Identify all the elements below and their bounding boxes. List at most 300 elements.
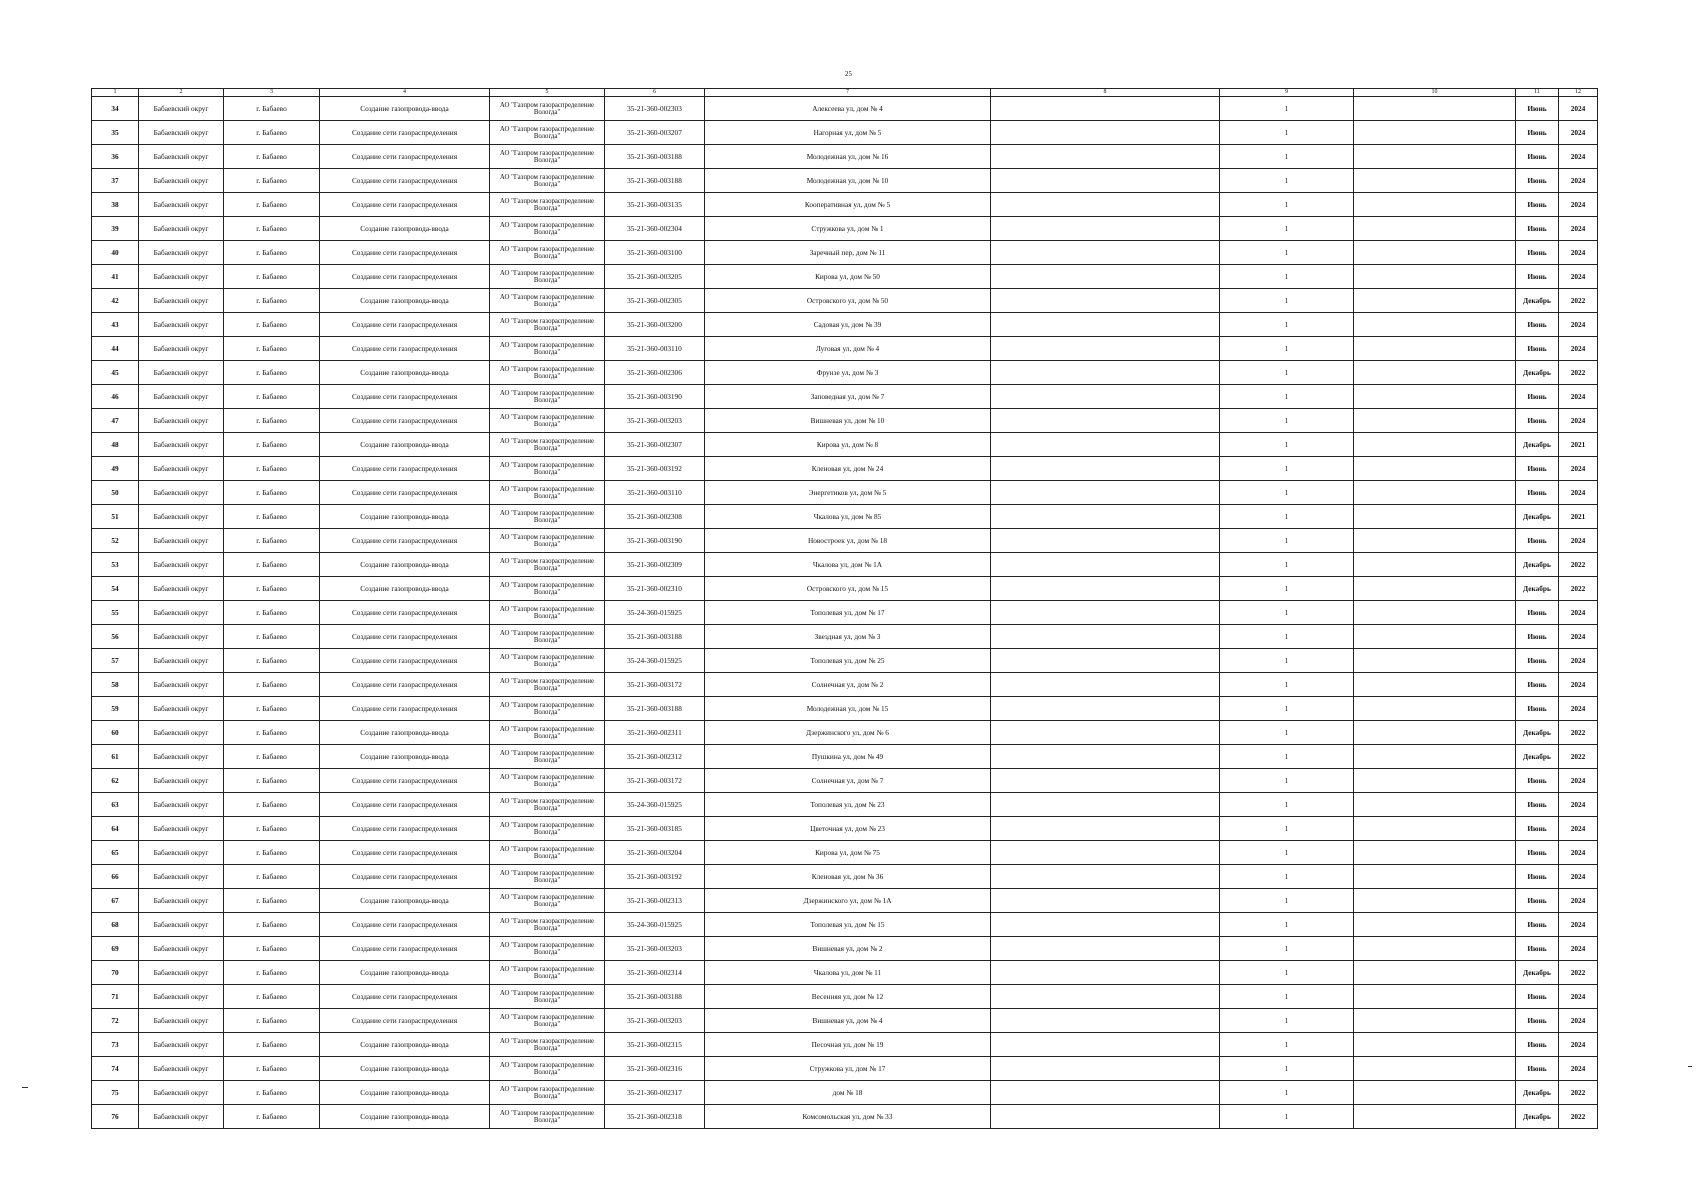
empty-cell [991, 1009, 1220, 1033]
column-header: 8 [991, 89, 1220, 97]
year-cell: 2024 [1559, 1009, 1598, 1033]
table-row [92, 193, 1598, 217]
table-row [92, 289, 1598, 313]
organization-cell: АО "Газпром газораспределение Вологда" [490, 169, 605, 193]
organization-cell: АО "Газпром газораспределение Вологда" [490, 1081, 605, 1105]
work-type-cell: Создание сети газораспределения [320, 1009, 490, 1033]
organization-cell: АО "Газпром газораспределение Вологда" [490, 193, 605, 217]
row-number-cell: 62 [92, 769, 139, 793]
network-id-cell: 35-21-360-002310 [605, 577, 705, 601]
empty-cell [991, 481, 1220, 505]
address-cell: Нагорная ул, дом № 5 [705, 121, 991, 145]
empty-cell [1354, 289, 1516, 313]
quantity-cell: 1 [1220, 481, 1354, 505]
address-cell: Чкалова ул, дом № 1А [705, 553, 991, 577]
work-type-cell: Создание сети газораспределения [320, 337, 490, 361]
table-row [92, 841, 1598, 865]
empty-cell [991, 313, 1220, 337]
empty-cell [1354, 97, 1516, 121]
organization-cell: АО "Газпром газораспределение Вологда" [490, 97, 605, 121]
network-id-cell: 35-21-360-002312 [605, 745, 705, 769]
table-row [92, 577, 1598, 601]
district-cell: Бабаевский округ [139, 265, 224, 289]
network-id-cell: 35-21-360-003207 [605, 121, 705, 145]
column-header: 6 [605, 89, 705, 97]
month-cell: Июнь [1516, 649, 1559, 673]
empty-cell [1354, 745, 1516, 769]
empty-cell [1354, 481, 1516, 505]
address-cell: Чкалова ул, дом № 11 [705, 961, 991, 985]
empty-cell [1354, 1105, 1516, 1129]
quantity-cell: 1 [1220, 337, 1354, 361]
table-row [92, 697, 1598, 721]
settlement-cell: г. Бабаево [224, 553, 320, 577]
empty-cell [1354, 1057, 1516, 1081]
work-type-cell: Создание газопровода-ввода [320, 889, 490, 913]
work-type-cell: Создание сети газораспределения [320, 145, 490, 169]
year-cell: 2024 [1559, 673, 1598, 697]
table-row [92, 769, 1598, 793]
organization-cell: АО "Газпром газораспределение Вологда" [490, 625, 605, 649]
year-cell: 2024 [1559, 97, 1598, 121]
settlement-cell: г. Бабаево [224, 121, 320, 145]
quantity-cell: 1 [1220, 793, 1354, 817]
year-cell: 2024 [1559, 865, 1598, 889]
empty-cell [991, 145, 1220, 169]
address-cell: Комсомольская ул, дом № 33 [705, 1105, 991, 1129]
organization-cell: АО "Газпром газораспределение Вологда" [490, 889, 605, 913]
year-cell: 2024 [1559, 889, 1598, 913]
empty-cell [991, 625, 1220, 649]
network-id-cell: 35-21-360-003135 [605, 193, 705, 217]
work-type-cell: Создание сети газораспределения [320, 913, 490, 937]
empty-cell [991, 193, 1220, 217]
settlement-cell: г. Бабаево [224, 937, 320, 961]
address-cell: Солнечная ул, дом № 2 [705, 673, 991, 697]
month-cell: Июнь [1516, 265, 1559, 289]
address-cell: Фрунзе ул, дом № 3 [705, 361, 991, 385]
quantity-cell: 1 [1220, 1057, 1354, 1081]
network-id-cell: 35-21-360-003188 [605, 697, 705, 721]
table-row [92, 505, 1598, 529]
work-type-cell: Создание сети газораспределения [320, 937, 490, 961]
month-cell: Декабрь [1516, 745, 1559, 769]
empty-cell [991, 889, 1220, 913]
year-cell: 2022 [1559, 361, 1598, 385]
empty-cell [1354, 553, 1516, 577]
work-type-cell: Создание газопровода-ввода [320, 745, 490, 769]
quantity-cell: 1 [1220, 433, 1354, 457]
settlement-cell: г. Бабаево [224, 1057, 320, 1081]
empty-cell [1354, 169, 1516, 193]
settlement-cell: г. Бабаево [224, 817, 320, 841]
empty-cell [1354, 361, 1516, 385]
table-row [92, 601, 1598, 625]
quantity-cell: 1 [1220, 361, 1354, 385]
network-id-cell: 35-21-360-002313 [605, 889, 705, 913]
quantity-cell: 1 [1220, 193, 1354, 217]
work-type-cell: Создание сети газораспределения [320, 313, 490, 337]
table-row [92, 1105, 1598, 1129]
district-cell: Бабаевский округ [139, 673, 224, 697]
settlement-cell: г. Бабаево [224, 265, 320, 289]
district-cell: Бабаевский округ [139, 145, 224, 169]
network-id-cell: 35-21-360-003100 [605, 241, 705, 265]
network-id-cell: 35-21-360-003188 [605, 145, 705, 169]
year-cell: 2021 [1559, 433, 1598, 457]
work-type-cell: Создание сети газораспределения [320, 601, 490, 625]
empty-cell [1354, 433, 1516, 457]
organization-cell: АО "Газпром газораспределение Вологда" [490, 433, 605, 457]
settlement-cell: г. Бабаево [224, 481, 320, 505]
organization-cell: АО "Газпром газораспределение Вологда" [490, 1057, 605, 1081]
column-header: 5 [490, 89, 605, 97]
column-header: 3 [224, 89, 320, 97]
organization-cell: АО "Газпром газораспределение Вологда" [490, 337, 605, 361]
network-id-cell: 35-21-360-003188 [605, 169, 705, 193]
year-cell: 2024 [1559, 121, 1598, 145]
address-cell: Тополевая ул, дом № 25 [705, 649, 991, 673]
table-row [92, 889, 1598, 913]
table-row [92, 409, 1598, 433]
work-type-cell: Создание сети газораспределения [320, 697, 490, 721]
year-cell: 2021 [1559, 505, 1598, 529]
work-type-cell: Создание сети газораспределения [320, 457, 490, 481]
table-row [92, 385, 1598, 409]
settlement-cell: г. Бабаево [224, 409, 320, 433]
settlement-cell: г. Бабаево [224, 745, 320, 769]
quantity-cell: 1 [1220, 961, 1354, 985]
month-cell: Июнь [1516, 769, 1559, 793]
work-type-cell: Создание сети газораспределения [320, 409, 490, 433]
quantity-cell: 1 [1220, 865, 1354, 889]
address-cell: Молодежная ул, дом № 10 [705, 169, 991, 193]
organization-cell: АО "Газпром газораспределение Вологда" [490, 1033, 605, 1057]
empty-cell [1354, 817, 1516, 841]
settlement-cell: г. Бабаево [224, 1081, 320, 1105]
settlement-cell: г. Бабаево [224, 793, 320, 817]
row-number-cell: 60 [92, 721, 139, 745]
address-cell: Кирова ул, дом № 50 [705, 265, 991, 289]
settlement-cell: г. Бабаево [224, 1009, 320, 1033]
month-cell: Декабрь [1516, 361, 1559, 385]
address-cell: Садовая ул, дом № 39 [705, 313, 991, 337]
quantity-cell: 1 [1220, 265, 1354, 289]
district-cell: Бабаевский округ [139, 433, 224, 457]
row-number-cell: 47 [92, 409, 139, 433]
address-cell: дом № 18 [705, 1081, 991, 1105]
address-cell: Заповедная ул, дом № 7 [705, 385, 991, 409]
month-cell: Декабрь [1516, 1081, 1559, 1105]
row-number-cell: 52 [92, 529, 139, 553]
organization-cell: АО "Газпром газораспределение Вологда" [490, 697, 605, 721]
empty-cell [991, 1081, 1220, 1105]
network-id-cell: 35-21-360-002315 [605, 1033, 705, 1057]
work-type-cell: Создание сети газораспределения [320, 625, 490, 649]
year-cell: 2024 [1559, 601, 1598, 625]
empty-cell [991, 529, 1220, 553]
network-id-cell: 35-21-360-003188 [605, 985, 705, 1009]
quantity-cell: 1 [1220, 697, 1354, 721]
table-row [92, 1033, 1598, 1057]
table-row [92, 649, 1598, 673]
month-cell: Июнь [1516, 97, 1559, 121]
organization-cell: АО "Газпром газораспределение Вологда" [490, 769, 605, 793]
district-cell: Бабаевский округ [139, 241, 224, 265]
quantity-cell: 1 [1220, 673, 1354, 697]
table-row [92, 961, 1598, 985]
table-row [92, 97, 1598, 121]
settlement-cell: г. Бабаево [224, 457, 320, 481]
empty-cell [1354, 673, 1516, 697]
empty-cell [991, 913, 1220, 937]
table-row [92, 121, 1598, 145]
quantity-cell: 1 [1220, 505, 1354, 529]
row-number-cell: 43 [92, 313, 139, 337]
row-number-cell: 42 [92, 289, 139, 313]
work-type-cell: Создание газопровода-ввода [320, 433, 490, 457]
empty-cell [1354, 265, 1516, 289]
month-cell: Июнь [1516, 817, 1559, 841]
year-cell: 2024 [1559, 913, 1598, 937]
network-id-cell: 35-21-360-002307 [605, 433, 705, 457]
year-cell: 2024 [1559, 145, 1598, 169]
district-cell: Бабаевский округ [139, 385, 224, 409]
month-cell: Июнь [1516, 193, 1559, 217]
empty-cell [991, 841, 1220, 865]
organization-cell: АО "Газпром газораспределение Вологда" [490, 529, 605, 553]
empty-cell [1354, 793, 1516, 817]
network-id-cell: 35-21-360-003110 [605, 481, 705, 505]
organization-cell: АО "Газпром газораспределение Вологда" [490, 601, 605, 625]
district-cell: Бабаевский округ [139, 121, 224, 145]
table-row [92, 337, 1598, 361]
month-cell: Июнь [1516, 241, 1559, 265]
work-type-cell: Создание газопровода-ввода [320, 289, 490, 313]
table-row [92, 1009, 1598, 1033]
settlement-cell: г. Бабаево [224, 529, 320, 553]
network-id-cell: 35-21-360-002306 [605, 361, 705, 385]
network-id-cell: 35-24-360-015925 [605, 601, 705, 625]
month-cell: Июнь [1516, 313, 1559, 337]
district-cell: Бабаевский округ [139, 769, 224, 793]
organization-cell: АО "Газпром газораспределение Вологда" [490, 289, 605, 313]
column-header: 1 [92, 89, 139, 97]
address-cell: Звездная ул, дом № 3 [705, 625, 991, 649]
table-row [92, 1081, 1598, 1105]
row-number-cell: 70 [92, 961, 139, 985]
organization-cell: АО "Газпром газораспределение Вологда" [490, 841, 605, 865]
district-cell: Бабаевский округ [139, 745, 224, 769]
table-row [92, 865, 1598, 889]
district-cell: Бабаевский округ [139, 1009, 224, 1033]
month-cell: Июнь [1516, 985, 1559, 1009]
district-cell: Бабаевский округ [139, 817, 224, 841]
organization-cell: АО "Газпром газораспределение Вологда" [490, 457, 605, 481]
empty-cell [1354, 649, 1516, 673]
empty-cell [1354, 937, 1516, 961]
organization-cell: АО "Газпром газораспределение Вологда" [490, 577, 605, 601]
district-cell: Бабаевский округ [139, 601, 224, 625]
year-cell: 2024 [1559, 529, 1598, 553]
settlement-cell: г. Бабаево [224, 241, 320, 265]
organization-cell: АО "Газпром газораспределение Вологда" [490, 1009, 605, 1033]
work-type-cell: Создание сети газораспределения [320, 385, 490, 409]
network-id-cell: 35-21-360-002308 [605, 505, 705, 529]
settlement-cell: г. Бабаево [224, 769, 320, 793]
district-cell: Бабаевский округ [139, 337, 224, 361]
address-cell: Кленовая ул, дом № 24 [705, 457, 991, 481]
settlement-cell: г. Бабаево [224, 721, 320, 745]
row-number-cell: 37 [92, 169, 139, 193]
empty-cell [1354, 625, 1516, 649]
empty-cell [991, 337, 1220, 361]
table-header-row [92, 89, 1598, 97]
row-number-cell: 44 [92, 337, 139, 361]
empty-cell [1354, 337, 1516, 361]
work-type-cell: Создание сети газораспределения [320, 241, 490, 265]
settlement-cell: г. Бабаево [224, 385, 320, 409]
month-cell: Июнь [1516, 889, 1559, 913]
organization-cell: АО "Газпром газораспределение Вологда" [490, 553, 605, 577]
organization-cell: АО "Газпром газораспределение Вологда" [490, 1105, 605, 1129]
month-cell: Декабрь [1516, 577, 1559, 601]
empty-cell [1354, 241, 1516, 265]
column-header: 7 [705, 89, 991, 97]
year-cell: 2024 [1559, 241, 1598, 265]
work-type-cell: Создание сети газораспределения [320, 841, 490, 865]
table-row [92, 913, 1598, 937]
empty-cell [991, 1105, 1220, 1129]
quantity-cell: 1 [1220, 937, 1354, 961]
quantity-cell: 1 [1220, 889, 1354, 913]
empty-cell [1354, 505, 1516, 529]
address-cell: Кооперативная ул, дом № 5 [705, 193, 991, 217]
district-cell: Бабаевский округ [139, 721, 224, 745]
address-cell: Молодежная ул, дом № 15 [705, 697, 991, 721]
empty-cell [1354, 697, 1516, 721]
empty-cell [1354, 769, 1516, 793]
month-cell: Июнь [1516, 1057, 1559, 1081]
network-id-cell: 35-21-360-003172 [605, 673, 705, 697]
empty-cell [991, 217, 1220, 241]
address-cell: Чкалова ул, дом № 85 [705, 505, 991, 529]
empty-cell [1354, 721, 1516, 745]
quantity-cell: 1 [1220, 841, 1354, 865]
address-cell: Солнечная ул, дом № 7 [705, 769, 991, 793]
year-cell: 2024 [1559, 937, 1598, 961]
settlement-cell: г. Бабаево [224, 145, 320, 169]
network-id-cell: 35-21-360-003203 [605, 409, 705, 433]
margin-mark [1688, 1066, 1692, 1067]
district-cell: Бабаевский округ [139, 505, 224, 529]
year-cell: 2024 [1559, 1033, 1598, 1057]
month-cell: Июнь [1516, 697, 1559, 721]
address-cell: Весенняя ул, дом № 12 [705, 985, 991, 1009]
district-cell: Бабаевский округ [139, 529, 224, 553]
table-row [92, 433, 1598, 457]
month-cell: Июнь [1516, 601, 1559, 625]
work-type-cell: Создание газопровода-ввода [320, 217, 490, 241]
quantity-cell: 1 [1220, 577, 1354, 601]
row-number-cell: 50 [92, 481, 139, 505]
district-cell: Бабаевский округ [139, 169, 224, 193]
row-number-cell: 69 [92, 937, 139, 961]
work-type-cell: Создание сети газораспределения [320, 481, 490, 505]
page-number: 25 [845, 70, 852, 78]
quantity-cell: 1 [1220, 625, 1354, 649]
month-cell: Июнь [1516, 409, 1559, 433]
work-type-cell: Создание сети газораспределения [320, 121, 490, 145]
table-row [92, 793, 1598, 817]
address-cell: Вишневая ул, дом № 2 [705, 937, 991, 961]
empty-cell [991, 961, 1220, 985]
quantity-cell: 1 [1220, 601, 1354, 625]
document-table [91, 88, 1598, 1129]
organization-cell: АО "Газпром газораспределение Вологда" [490, 361, 605, 385]
district-cell: Бабаевский округ [139, 649, 224, 673]
organization-cell: АО "Газпром газораспределение Вологда" [490, 385, 605, 409]
empty-cell [991, 409, 1220, 433]
empty-cell [991, 577, 1220, 601]
organization-cell: АО "Газпром газораспределение Вологда" [490, 217, 605, 241]
row-number-cell: 56 [92, 625, 139, 649]
empty-cell [1354, 121, 1516, 145]
empty-cell [991, 121, 1220, 145]
address-cell: Стружкова ул, дом № 1 [705, 217, 991, 241]
row-number-cell: 57 [92, 649, 139, 673]
network-id-cell: 35-21-360-003185 [605, 817, 705, 841]
quantity-cell: 1 [1220, 1105, 1354, 1129]
work-type-cell: Создание сети газораспределения [320, 985, 490, 1009]
organization-cell: АО "Газпром газораспределение Вологда" [490, 913, 605, 937]
work-type-cell: Создание сети газораспределения [320, 793, 490, 817]
settlement-cell: г. Бабаево [224, 313, 320, 337]
network-id-cell: 35-21-360-003188 [605, 625, 705, 649]
district-cell: Бабаевский округ [139, 1057, 224, 1081]
row-number-cell: 35 [92, 121, 139, 145]
organization-cell: АО "Газпром газораспределение Вологда" [490, 721, 605, 745]
settlement-cell: г. Бабаево [224, 913, 320, 937]
year-cell: 2024 [1559, 985, 1598, 1009]
organization-cell: АО "Газпром газораспределение Вологда" [490, 241, 605, 265]
table-row [92, 481, 1598, 505]
table-row [92, 529, 1598, 553]
empty-cell [991, 697, 1220, 721]
empty-cell [1354, 457, 1516, 481]
month-cell: Июнь [1516, 1009, 1559, 1033]
network-id-cell: 35-24-360-015925 [605, 793, 705, 817]
settlement-cell: г. Бабаево [224, 889, 320, 913]
settlement-cell: г. Бабаево [224, 961, 320, 985]
row-number-cell: 53 [92, 553, 139, 577]
empty-cell [991, 97, 1220, 121]
district-cell: Бабаевский округ [139, 97, 224, 121]
address-cell: Кленовая ул, дом № 36 [705, 865, 991, 889]
month-cell: Декабрь [1516, 721, 1559, 745]
work-type-cell: Создание газопровода-ввода [320, 1057, 490, 1081]
year-cell: 2022 [1559, 289, 1598, 313]
row-number-cell: 58 [92, 673, 139, 697]
address-cell: Дзержинского ул, дом № 6 [705, 721, 991, 745]
address-cell: Островского ул, дом № 15 [705, 577, 991, 601]
organization-cell: АО "Газпром газораспределение Вологда" [490, 673, 605, 697]
address-cell: Вишневая ул, дом № 10 [705, 409, 991, 433]
quantity-cell: 1 [1220, 289, 1354, 313]
month-cell: Июнь [1516, 217, 1559, 241]
empty-cell [991, 1057, 1220, 1081]
table-row [92, 457, 1598, 481]
